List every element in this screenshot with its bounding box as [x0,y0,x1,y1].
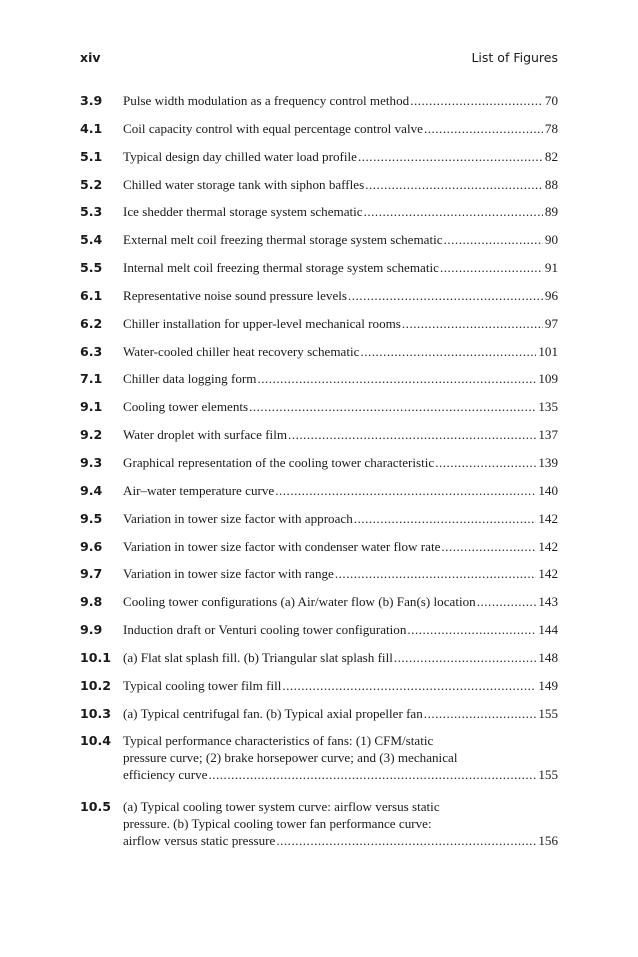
figure-entry [80,621,558,649]
figure-title-text: Typical cooling tower film fill [123,677,282,693]
dot-leader [435,454,536,471]
figure-entry [80,370,558,398]
dot-leader [348,287,543,304]
dot-leader [282,677,536,694]
figure-entry [80,426,558,454]
dot-leader [441,538,536,555]
dot-leader [365,176,543,193]
figure-title [123,92,558,109]
figure-page-number: 109 [538,371,558,387]
figure-page-number: 91 [544,260,558,276]
figure-title-leader-line [123,287,558,304]
figure-page-number: 135 [538,399,558,415]
figure-entry [80,203,558,231]
figure-title-leader-line [123,370,558,387]
figure-title-leader-line [123,482,558,499]
figure-title [123,203,558,220]
figure-entry [80,92,558,120]
figure-number: 10.2 [80,677,112,693]
figure-title-leader-line [123,593,558,610]
figure-page-number: 101 [538,343,558,359]
figure-entry [80,176,558,204]
figure-title-text: Cooling tower configurations (a) Air/water flow (b) Fan(s) location [123,594,476,610]
dot-leader [364,203,543,220]
figure-entry [80,398,558,426]
figure-page-number: 70 [544,93,558,108]
figure-entry [80,593,558,621]
figure-page-number: 143 [538,594,558,610]
figure-number: 10.5 [80,799,112,815]
figure-page-number: 140 [538,482,558,498]
figure-title [123,732,558,783]
figure-title-leader-line [123,649,558,666]
figure-title-leader-line [123,705,558,722]
figure-title [123,649,558,666]
figure-title-leader-line [123,120,558,137]
figure-title-leader-line [123,621,558,638]
figure-page-number: 78 [544,120,558,136]
figure-number: 5.2 [80,176,103,192]
figure-number: 9.1 [80,399,103,415]
figure-title-leader-line [123,510,558,527]
figure-title [123,259,558,276]
figure-page-number: 96 [544,287,558,303]
figure-title-leader-line [123,426,558,443]
figure-title [123,315,558,332]
figure-number: 9.4 [80,482,103,498]
figure-number: 9.6 [80,538,103,554]
figure-title-line: (a) Typical cooling tower system curve: airflow versus static [123,799,440,815]
figure-entry [80,231,558,259]
figure-entry [80,120,558,148]
figure-number: 4.1 [80,120,103,136]
section-title: List of Figures [471,50,558,65]
figure-title-text: Variation in tower size factor with approach [123,510,353,526]
figure-page-number: 90 [544,232,558,248]
running-head [80,50,558,70]
figure-title-text: Cooling tower elements [123,399,249,415]
figure-title-leader-line [123,176,558,193]
figure-number: 9.8 [80,594,103,610]
figure-title [123,798,558,849]
figure-title-leader-line [123,832,558,849]
dot-leader [402,315,543,332]
figure-number: 9.7 [80,566,103,582]
figure-page-number: 142 [538,510,558,526]
figure-title [123,287,558,304]
dot-leader [257,370,536,387]
figure-title [123,398,558,415]
figure-entry [80,454,558,482]
figure-page-number: 82 [544,148,558,164]
figure-title-leader-line [123,398,558,415]
figure-title [123,426,558,443]
figure-page-number: 155 [538,767,558,783]
figure-page-number: 139 [538,454,558,470]
figure-title-text: Internal melt coil freezing thermal storage system schematic [123,260,439,276]
dot-leader [424,120,543,137]
dot-leader [444,231,543,248]
figure-title [123,482,558,499]
figure-title [123,148,558,165]
figure-page-number: 148 [538,649,558,665]
figure-title-leader-line [123,565,558,582]
dot-leader [394,649,537,666]
figure-page-number: 155 [538,705,558,721]
figure-title [123,176,558,193]
figure-title [123,343,558,360]
figure-title-text: Pulse width modulation as a frequency control method [123,93,410,108]
figure-number: 10.3 [80,705,112,721]
figure-number: 6.1 [80,287,103,303]
figure-entry [80,705,558,733]
figure-title-text: Water-cooled chiller heat recovery schematic [123,343,360,359]
figure-title-leader-line [123,454,558,471]
figure-title-text: (a) Flat slat splash fill. (b) Triangular slat splash fill [123,649,393,665]
figure-title-text: Water droplet with surface film [123,427,288,443]
dot-leader [288,426,536,443]
figure-number: 10.1 [80,649,112,665]
figure-title-text: Chiller installation for upper-level mechanical rooms [123,315,401,331]
figure-entry [80,287,558,315]
figure-number: 7.1 [80,371,103,387]
figure-page-number: 156 [538,833,558,849]
figure-page-number: 149 [538,677,558,693]
figure-title-text: Air–water temperature curve [123,482,275,498]
figure-title-leader-line [123,538,558,555]
figure-number: 10.4 [80,733,112,749]
figure-title [123,454,558,471]
figure-entry [80,732,558,798]
figure-title-text: Induction draft or Venturi cooling tower configuration [123,622,407,638]
figure-title-text: Coil capacity control with equal percentage control valve [123,120,423,136]
dot-leader [208,766,536,783]
figure-entry [80,148,558,176]
figure-entry [80,538,558,566]
figure-title [123,120,558,137]
figure-title-text: External melt coil freezing thermal storage system schematic [123,232,443,248]
figure-title-text: Variation in tower size factor with range [123,566,334,582]
figure-title [123,621,558,638]
dot-leader [360,343,536,360]
figure-title-text: efficiency curve [123,767,208,783]
figure-number: 3.9 [80,93,103,108]
figure-number: 9.5 [80,510,103,526]
figure-title-leader-line [123,677,558,694]
figure-entry [80,677,558,705]
figure-title [123,677,558,694]
dot-leader [477,593,537,610]
figure-title-leader-line [123,231,558,248]
figure-page-number: 88 [544,176,558,192]
figure-entry [80,649,558,677]
figure-page-number: 142 [538,538,558,554]
figure-title-leader-line [123,343,558,360]
figure-title [123,705,558,722]
dot-leader [335,565,536,582]
dot-leader [276,832,536,849]
figure-number: 5.5 [80,260,103,276]
dot-leader [275,482,536,499]
figure-title-leader-line [123,766,558,783]
figure-entry [80,510,558,538]
figure-page-number: 144 [538,622,558,638]
figure-entry [80,259,558,287]
figure-number: 9.3 [80,454,103,470]
dot-leader [440,259,543,276]
figure-entry [80,482,558,510]
figure-title-leader-line [123,203,558,220]
figure-title-text: Ice shedder thermal storage system schematic [123,204,363,220]
figure-page-number: 137 [538,427,558,443]
figure-title-text: airflow versus static pressure [123,833,276,849]
figure-title-leader-line [123,315,558,332]
figure-page-number: 142 [538,566,558,582]
figure-number: 5.1 [80,148,103,164]
figure-number: 6.3 [80,343,103,359]
figure-entry [80,565,558,593]
dot-leader [407,621,536,638]
figure-title-text: Chiller data logging form [123,371,257,387]
page-number: xiv [80,50,101,65]
figure-entry [80,343,558,371]
dot-leader [424,705,537,722]
figure-number: 6.2 [80,315,103,331]
figure-title-text: (a) Typical centrifugal fan. (b) Typical axial propeller fan [123,705,423,721]
figure-number: 9.9 [80,622,103,638]
figure-number: 5.3 [80,204,103,220]
dot-leader [354,510,537,527]
dot-leader [358,148,543,165]
figure-number: 9.2 [80,427,103,443]
figure-title-line: pressure curve; (2) brake horsepower curve; and (3) mechanical [123,750,458,766]
figure-title-text: Variation in tower size factor with condenser water flow rate [123,538,441,554]
figure-title [123,538,558,555]
figure-title [123,370,558,387]
figure-number: 5.4 [80,232,103,248]
figure-title [123,593,558,610]
figure-title-leader-line [123,259,558,276]
dot-leader [249,398,536,415]
figure-title-leader-line [123,148,558,165]
figure-title-line: Typical performance characteristics of fans: (1) CFM/static [123,733,434,749]
figure-title-text: Chilled water storage tank with siphon baffles [123,176,365,192]
figure-title [123,565,558,582]
figure-title [123,510,558,527]
figure-title-text: Representative noise sound pressure levels [123,287,347,303]
figure-title [123,231,558,248]
figure-title-leader-line [123,92,558,109]
figure-page-number: 89 [544,204,558,220]
dot-leader [410,92,543,109]
figure-title-text: Typical design day chilled water load profile [123,148,357,164]
list-of-figures [80,92,558,864]
figure-title-text: Graphical representation of the cooling tower characteristic [123,454,435,470]
figure-entry [80,315,558,343]
figure-entry [80,798,558,864]
figure-title-line: pressure. (b) Typical cooling tower fan performance curve: [123,816,432,832]
figure-page-number: 97 [544,315,558,331]
